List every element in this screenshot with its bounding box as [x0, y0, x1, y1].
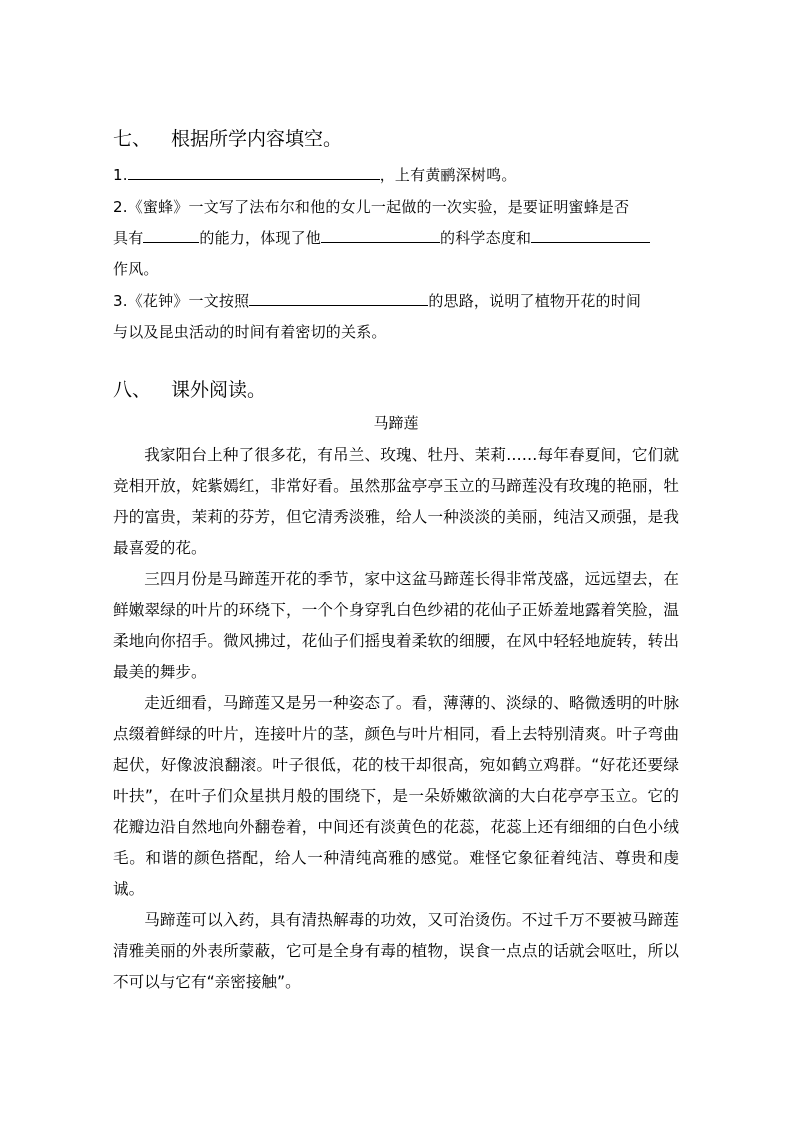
section-7-heading	[113, 127, 342, 151]
answer-blank-2a[interactable]	[143, 227, 199, 243]
question-1-prefix: 1.	[113, 166, 128, 184]
answer-blank-2c[interactable]	[531, 227, 650, 243]
question-2-text-a: 具有	[113, 229, 144, 247]
question-1-suffix: ，上有黄鹂深树鸣。	[379, 166, 517, 184]
question-2-line-2	[113, 227, 650, 249]
article-paragraph-2: 三四月份是马蹄莲开花的季节，家中这盆马蹄莲长得非常茂盛，远远望去，在鲜嫩翠绿的叶片的环绕下，一个个身穿乳白色纱裙的花仙子正娇羞地露着笑脸，温柔地向你招手。微风拂过，花仙子们摇曳着柔软的细腰，在风中轻轻地旋转，转出最美的舞步。	[113, 570, 679, 681]
question-2-line-1: 2.《蜜蜂》一文写了法布尔和他的女儿一起做的一次实验，是要证明蜜蜂是否	[113, 198, 630, 216]
article-title: 马蹄莲	[373, 414, 419, 432]
article-paragraph-4: 马蹄莲可以入药，具有清热解毒的功效，又可治烫伤。不过千万不要被马蹄莲清雅美丽的外表所蒙蔽，它可是全身有毒的植物，误食一点点的话就会呕吐，所以不可以与它有“亲密接触”。	[113, 911, 679, 991]
question-2-text-c: 的科学态度和	[440, 229, 532, 247]
section-8-number: 八、	[113, 379, 152, 401]
section-8-title: 课外阅读。	[171, 379, 267, 401]
question-2-text-b: 的能力，体现了他	[199, 229, 322, 247]
section-7-title: 根据所学内容填空。	[171, 128, 343, 150]
question-3-line-1	[113, 290, 641, 312]
question-3-line-2: 与以及昆虫活动的时间有着密切的关系。	[113, 323, 387, 341]
answer-blank-2b[interactable]	[321, 227, 440, 243]
section-8-heading	[113, 378, 266, 402]
article-paragraph-1: 我家阳台上种了很多花，有吊兰、玫瑰、牡丹、茉莉……每年春夏间，它们就竞相开放，姹紫嫣红，非常好看。虽然那盆亭亭玉立的马蹄莲没有玫瑰的艳丽，牡丹的富贵，茉莉的芬芳，但它清秀淡雅，给人一种淡淡的美丽，纯洁又顽强，是我最喜爱的花。	[113, 446, 679, 557]
answer-blank-3[interactable]	[249, 290, 428, 306]
section-7-number: 七、	[113, 128, 152, 150]
article-paragraph-3: 走近细看，马蹄莲又是另一种姿态了。看，薄薄的、淡绿的、略微透明的叶脉点缀着鲜绿的叶片，连接叶片的茎，颜色与叶片相同，看上去特别清爽。叶子弯曲起伏，好像波浪翻滚。叶子很低，花的枝干却很高，宛如鹤立鸡群。“好花还要绿叶扶”，在叶子们众星拱月般的围绕下，是一朵娇嫩欲滴的大白花亭亭玉立。它的花瓣边沿自然地向外翻卷着，中间还有淡黄色的花蕊，花蕊上还有细细的白色小绒毛。和谐的颜色搭配，给人一种清纯高雅的感觉。难怪它象征着纯洁、尊贵和虔诚。	[113, 694, 679, 898]
answer-blank-1[interactable]	[128, 164, 380, 180]
question-3-text-a: 3.《花钟》一文按照	[113, 292, 250, 310]
question-1	[113, 164, 517, 186]
worksheet-page	[113, 0, 679, 1123]
question-2-line-3: 作风。	[113, 260, 159, 278]
question-3-text-b: 的思路，说明了植物开花的时间	[428, 292, 642, 310]
